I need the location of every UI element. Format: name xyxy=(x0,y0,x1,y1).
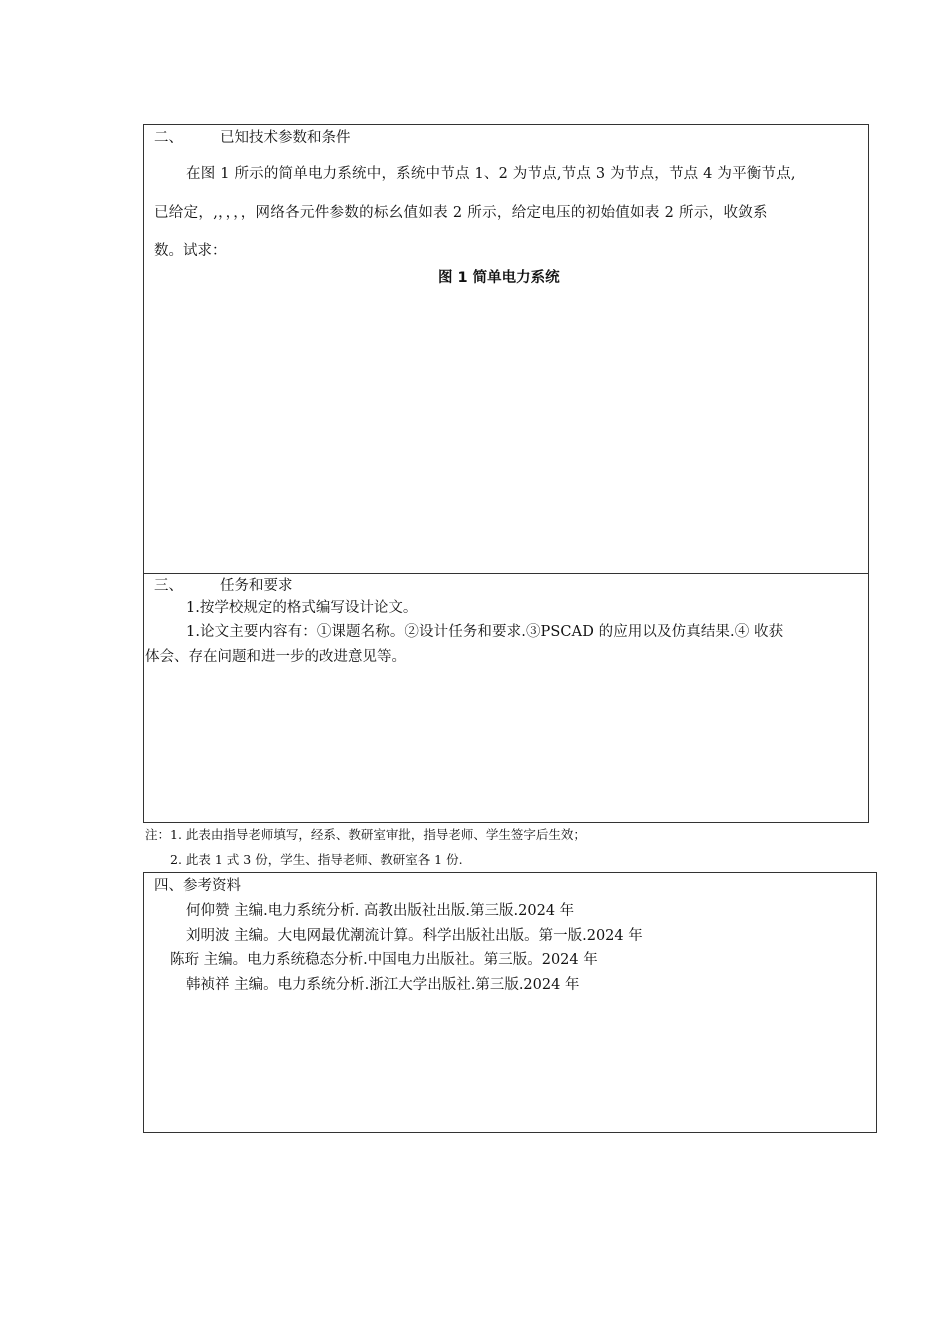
section2-heading-number: 二、 xyxy=(154,130,183,146)
reference-item-1: 何仰赞 主编.电力系统分析. 高教出版社出版.第三版.2024 年 xyxy=(186,903,575,919)
section2-heading-title: 已知技术参数和条件 xyxy=(220,130,351,146)
section3-item-2-line-1: 1.论文主要内容有：①课题名称。②设计任务和要求.③PSCAD 的应用以及仿真结果.④ 收获 xyxy=(186,624,784,640)
section4-heading: 四、参考资料 xyxy=(154,878,241,894)
note-line-2: 2. 此表 1 式 3 份，学生、指导老师、教研室各 1 份. xyxy=(170,852,463,867)
section3-item-2-line-2: 体会、存在问题和进一步的改进意见等。 xyxy=(145,649,406,665)
note-line-1: 注：1. 此表由指导老师填写，经系、教研室审批，指导老师、学生签字后生效； xyxy=(145,827,586,842)
figure-caption: 图 1 简单电力系统 xyxy=(438,270,560,286)
section-known-parameters xyxy=(143,124,869,574)
reference-item-3: 陈珩 主编。电力系统稳态分析.中国电力出版社。第三版。2024 年 xyxy=(170,952,598,968)
reference-item-2: 刘明波 主编。大电网最优潮流计算。科学出版社出版。第一版.2024 年 xyxy=(186,928,643,944)
section3-item-1: 1.按学校规定的格式编写设计论文。 xyxy=(186,600,418,616)
reference-item-4: 韩祯祥 主编。电力系统分析.浙江大学出版社.第三版.2024 年 xyxy=(186,977,580,993)
section2-paragraph-line-3: 数。试求： xyxy=(154,243,227,259)
section3-heading-number: 三、 xyxy=(154,578,183,594)
section3-heading-title: 任务和要求 xyxy=(220,578,293,594)
section2-paragraph-line-2: 已给定，,，，，，网络各元件参数的标幺值如表 2 所示，给定电压的初始值如表 2 所示，收敛系 xyxy=(154,205,768,221)
section2-paragraph-line-1: 在图 1 所示的简单电力系统中，系统中节点 1、2 为节点,节点 3 为节点，节点 4 为平衡节点, xyxy=(186,166,796,182)
